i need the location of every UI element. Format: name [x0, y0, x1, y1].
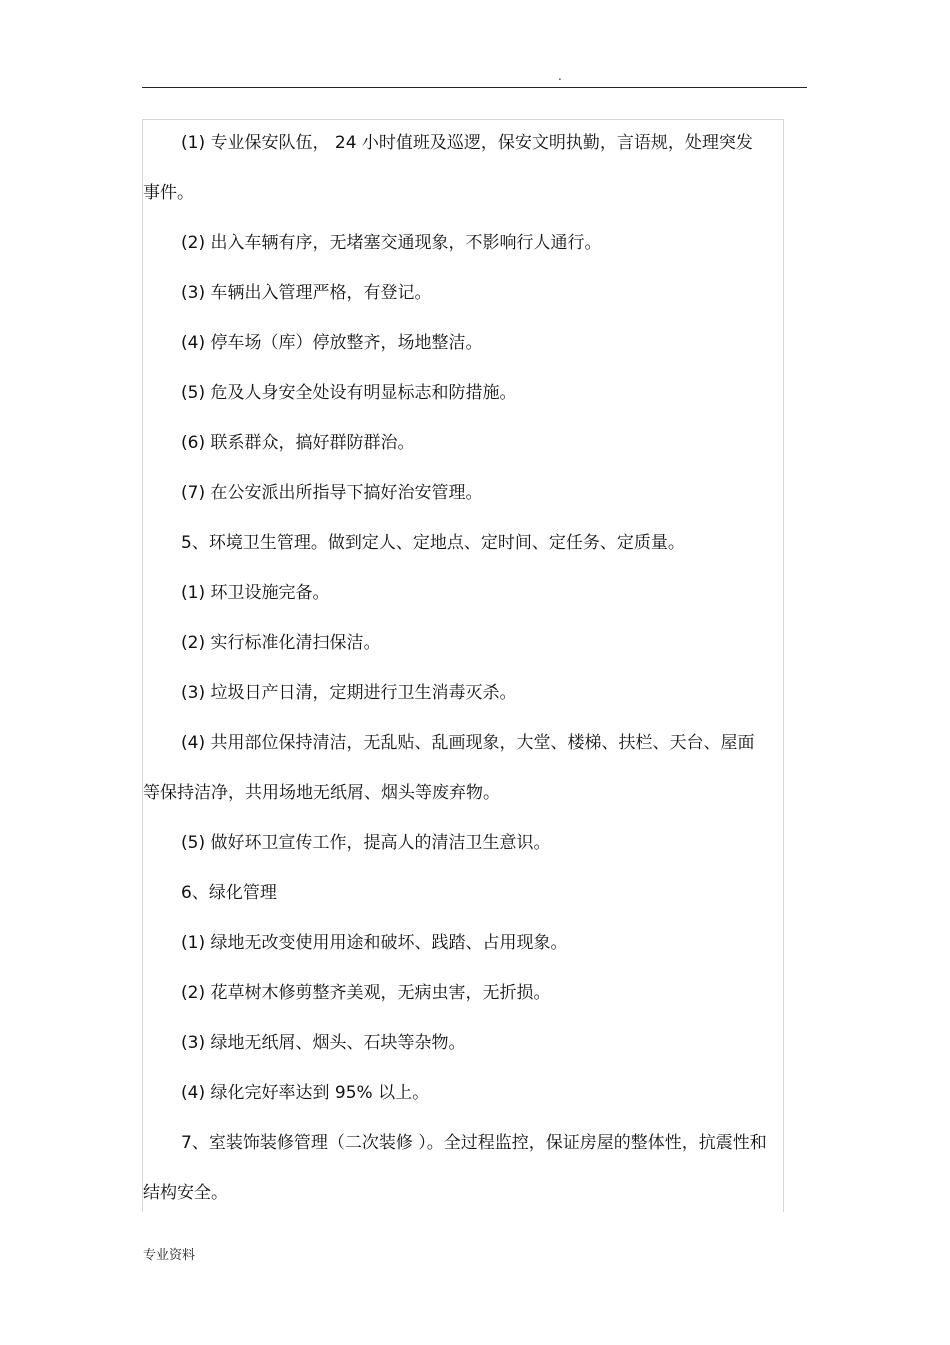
paragraph-greening-3: (3) 绿地无纸屑、烟头、石块等杂物。	[181, 1033, 466, 1053]
document-body	[143, 118, 768, 1218]
paragraph-security-5: (5) 危及人身安全处设有明显标志和防措施。	[181, 383, 517, 403]
paragraph-security-7: (7) 在公安派出所指导下搞好治安管理。	[181, 483, 483, 503]
paragraph-greening-1: (1) 绿地无改变使用用途和破坏、践踏、占用现象。	[181, 933, 568, 953]
paragraph-greening-2: (2) 花草树木修剪整齐美观，无病虫害，无折损。	[181, 983, 551, 1003]
section-heading-sanitation: 5、环境卫生管理。做到定人、定地点、定时间、定任务、定质量。	[181, 533, 685, 553]
paragraph-sanitation-1: (1) 环卫设施完备。	[181, 583, 330, 603]
paragraph-greening-4: (4) 绿化完好率达到 95% 以上。	[181, 1083, 430, 1103]
paragraph-security-4: (4) 停车场（库）停放整齐，场地整洁。	[181, 333, 483, 353]
paragraph-sanitation-2: (2) 实行标准化清扫保洁。	[181, 633, 381, 653]
paragraph-security-2: (2) 出入车辆有序，无堵塞交通现象，不影响行人通行。	[181, 233, 602, 253]
paragraph-security-3: (3) 车辆出入管理严格，有登记。	[181, 283, 432, 303]
header-rule	[142, 87, 807, 88]
section-heading-decoration: 7、室装饰装修管理（二次装修 ）。全过程监控，保证房屋的整体性，抗震性和结构安全。	[143, 1133, 767, 1203]
paragraph-sanitation-3: (3) 垃圾日产日清，定期进行卫生消毒灭杀。	[181, 683, 517, 703]
section-heading-greening: 6、绿化管理	[181, 883, 277, 903]
paragraph-sanitation-4: (4) 共用部位保持清洁，无乱贴、乱画现象，大堂、楼梯、扶栏、天台、屋面等保持洁净，共用场地无纸屑、烟头等废弃物。	[143, 733, 755, 803]
paragraph-sanitation-5: (5) 做好环卫宣传工作，提高人的清洁卫生意识。	[181, 833, 551, 853]
footer-label: 专业资料	[143, 1248, 196, 1263]
paragraph-security-6: (6) 联系群众，搞好群防群治。	[181, 433, 415, 453]
header-mark: .	[558, 69, 562, 83]
paragraph-security-1: (1) 专业保安队伍， 24 小时值班及巡逻，保安文明执勤，言语规，处理突发事件。	[143, 133, 753, 203]
